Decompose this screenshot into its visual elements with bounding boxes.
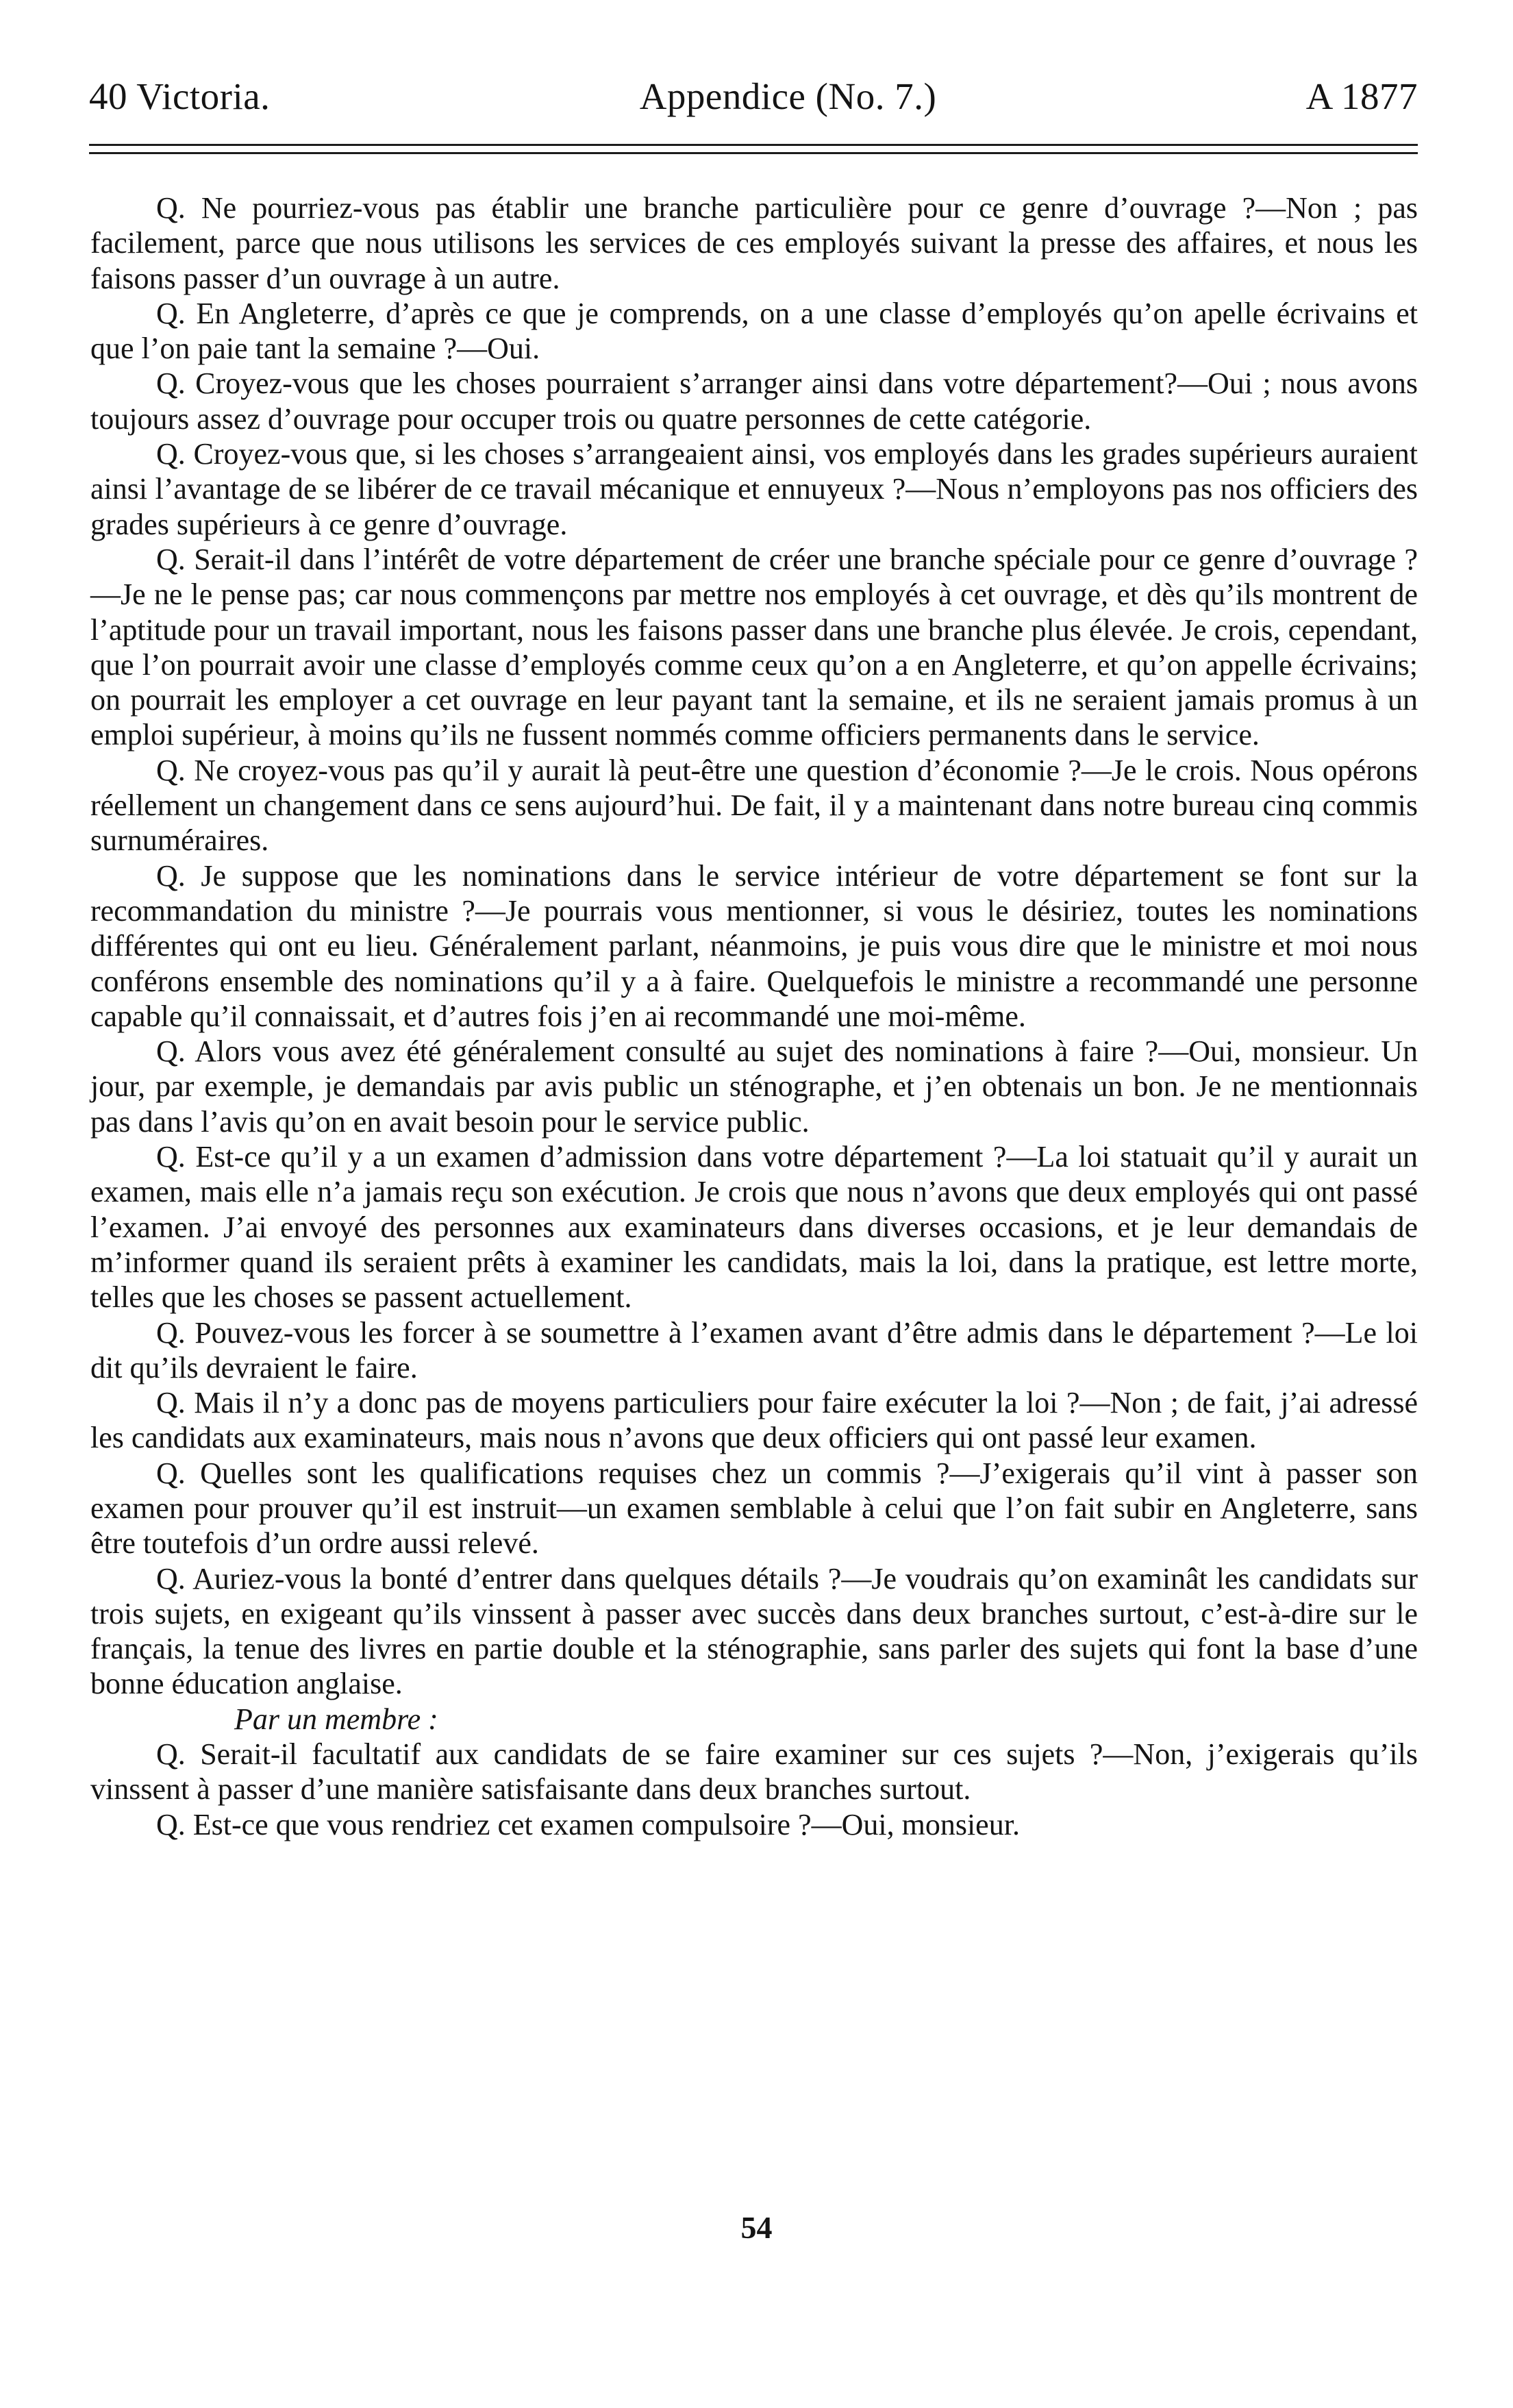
paragraph: Q. Pouvez-vous les forcer à se soumettre à l’examen avant d’être admis dans le département ?—Le loi dit qu’ils devraient le faire. [90,1315,1418,1385]
paragraph: Q. Serait-il dans l’intérêt de votre département de créer une branche spéciale pour ce genre d’ouvrage ?—Je ne le pense pas; car nous commençons par mettre nos employés à cet ouvrage, et dès qu’ils montrent de l’aptitude pour un travail important, nous les faisons passer dans une branche plus élevée. Je crois, cependant, que l’on pourrait avoir une classe d’employés comme ceux qu’on a en Angleterre, et qu’on appelle écrivains; on pourrait les employer a cet ouvrage en leur payant tant la semaine, et ils ne seraient jamais promus à un emploi supérieur, à moins qu’ils ne fussent nommés comme officiers permanents dans le service. [90,542,1418,752]
header-session: 40 Victoria. [89,75,271,117]
page-number: 54 [740,2210,773,2245]
paragraph: Q. Quelles sont les qualifications requises chez un commis ?—J’exigerais qu’il vint à passer son examen pour prouver qu’il est instruit—un examen semblable à celui que l’on fait subir en Angleterre, sans être toutefois d’un ordre aussi relevé. [90,1456,1418,1561]
paragraph: Q. Est-ce qu’il y a un examen d’admission dans votre département ?—La loi statuait qu’il y aurait un examen, mais elle n’a jamais reçu son exécution. Je crois que nous n’avons que deux employés qui ont passé l’examen. J’ai envoyé des personnes aux examinateurs dans diverses occasions, et je leur demandais de m’informer quand ils seraient prêts à examiner les candidats, mais la loi, dans la pratique, est lettre morte, telles que les choses se passent actuellement. [90,1140,1418,1315]
paragraph: Q. Alors vous avez été généralement consulté au sujet des nominations à faire ?—Oui, monsieur. Un jour, par exemple, je demandais par avis public un sténographe, et j’en obtenais un bon. Je ne mentionnais pas dans l’avis qu’on en avait besoin pour le service public. [90,1034,1418,1139]
header-appendix: Appendice (No. 7.) [639,75,937,117]
running-header [89,65,1418,127]
paragraph: Q. Est-ce que vous rendriez cet examen compulsoire ?—Oui, monsieur. [156,1807,1020,1841]
paragraph: Q. Serait-il facultatif aux candidats de se faire examiner sur ces sujets ?—Non, j’exigerais qu’ils vinssent à passer d’une manière satisfaisante dans deux branches surtout. [90,1737,1418,1807]
paragraph: Q. En Angleterre, d’après ce que je comprends, on a une classe d’employés qu’on apelle écrivains et que l’on paie tant la semaine ?—Oui. [90,296,1418,366]
paragraph: Q. Mais il n’y a donc pas de moyens particuliers pour faire exécuter la loi ?—Non ; de fait, j’ai adressé les candidats aux examinateurs, mais nous n’avons que deux officiers qui ont passé leur examen. [90,1386,1418,1455]
paragraph: Q. Auriez-vous la bonté d’entrer dans quelques détails ?—Je voudrais qu’on examinât les candidats sur trois sujets, en exigeant qu’ils vinssent à passer avec succès dans deux branches surtout, c’est-à-dire sur le français, la tenue des livres en partie double et la sténographie, sans parler des sujets qui font la base d’une bonne éducation anglaise. [90,1561,1418,1701]
header-rule-top [89,144,1418,146]
speaker-label: Par un membre : [234,1702,438,1736]
paragraph: Q. Ne croyez-vous pas qu’il y aurait là peut-être une question d’économie ?—Je le crois. Nous opérons réellement un changement dans ce sens aujourd’hui. De fait, il y a maintenant dans notre bureau cinq commis surnuméraires. [90,753,1418,858]
header-rule-bottom [89,152,1418,154]
paragraph: Q. Ne pourriez-vous pas établir une branche particulière pour ce genre d’ouvrage ?—Non ; pas facilement, parce que nous utilisons les services de ces employés suivant la presse des affaires, et nous les faisons passer d’un ouvrage à un autre. [90,191,1418,295]
paragraph: Q. Je suppose que les nominations dans le service intérieur de votre département se font sur la recommandation du ministre ?—Je pourrais vous mentionner, si vous le désiriez, toutes les nominations différentes qui ont eu lieu. Généralement parlant, néanmoins, je puis vous dire que le ministre et moi nous conférons ensemble des nominations qu’il y a à faire. Quelquefois le ministre a recommandé une personne capable qu’il connaissait, et d’autres fois j’en ai recommandé une moi-même. [90,858,1418,1033]
testimony-text [90,190,1418,1842]
paragraph: Q. Croyez-vous que les choses pourraient s’arranger ainsi dans votre département?—Oui ; nous avons toujours assez d’ouvrage pour occuper trois ou quatre personnes de cette catégorie. [90,367,1418,436]
header-year: A 1877 [1305,75,1418,117]
paragraph: Q. Croyez-vous que, si les choses s’arrangeaient ainsi, vos employés dans les grades supérieurs auraient ainsi l’avantage de se libérer de ce travail mécanique et ennuyeux ?—Nous n’employons pas nos officiers des grades supérieurs à ce genre d’ouvrage. [90,437,1418,541]
